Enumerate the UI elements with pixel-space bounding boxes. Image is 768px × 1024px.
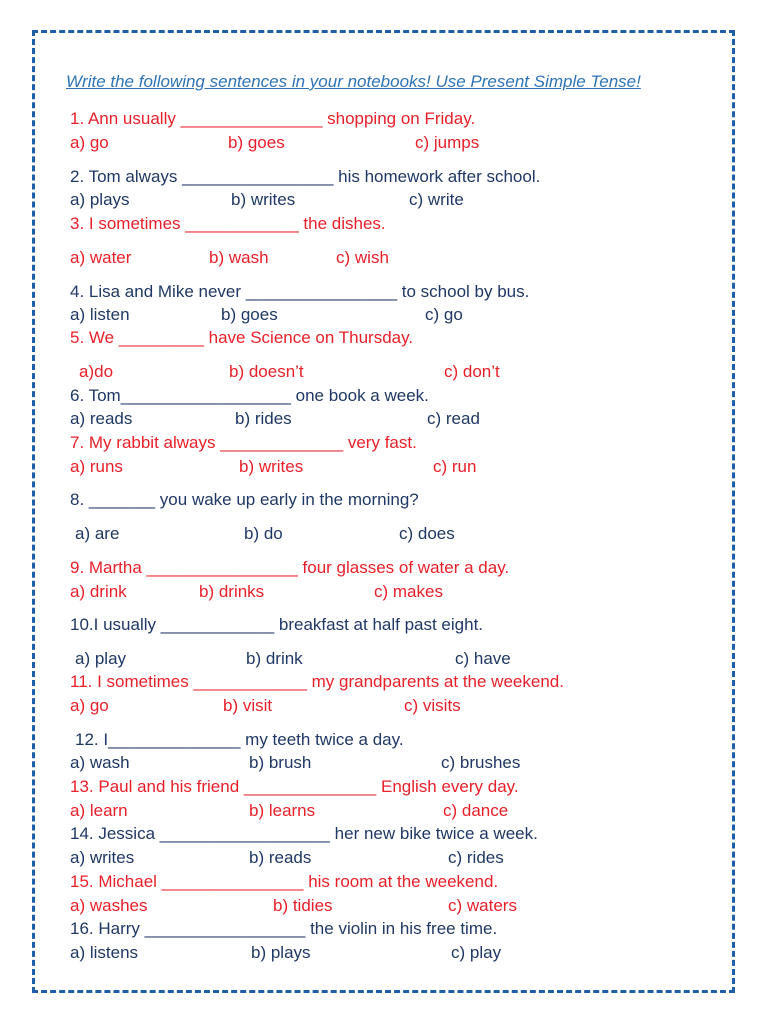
- option-b: b) visit: [223, 696, 273, 715]
- option-a: a) listens: [70, 943, 139, 962]
- options-row-13: [0, 800, 768, 822]
- options-row-2: [0, 189, 768, 211]
- options-row-7: [0, 456, 768, 478]
- option-c: c) run: [433, 457, 477, 476]
- option-b: b) learns: [249, 801, 316, 820]
- option-a: a) reads: [70, 409, 133, 428]
- option-b: b) goes: [221, 305, 278, 324]
- option-a: a) writes: [70, 848, 135, 867]
- question-8: 8. _______ you wake up early in the morning?: [70, 490, 419, 509]
- options-row-11: [0, 695, 768, 717]
- options-row-5: [0, 361, 768, 383]
- question-15: 15. Michael _______________ his room at the weekend.: [70, 872, 499, 891]
- option-b: b) drinks: [199, 582, 265, 601]
- option-c: c) write: [409, 190, 464, 209]
- option-a: a) learn: [70, 801, 128, 820]
- option-c: c) makes: [374, 582, 443, 601]
- option-c: c) have: [455, 649, 511, 668]
- question-3: 3. I sometimes ____________ the dishes.: [70, 214, 386, 233]
- option-a: a) listen: [70, 305, 130, 324]
- option-a: a) runs: [70, 457, 123, 476]
- option-c: c) read: [427, 409, 480, 428]
- question-10: 10.I usually ____________ breakfast at half past eight.: [70, 615, 484, 634]
- option-c: c) go: [425, 305, 463, 324]
- option-a: a) drink: [70, 582, 127, 601]
- option-b: b) wash: [209, 248, 269, 267]
- options-row-14: [0, 847, 768, 869]
- question-2: 2. Tom always ________________ his homework after school.: [70, 167, 541, 186]
- question-9: 9. Martha ________________ four glasses of water a day.: [70, 558, 510, 577]
- question-6: 6. Tom__________________ one book a week.: [70, 386, 429, 405]
- options-row-10: [0, 648, 768, 670]
- options-row-12: [0, 752, 768, 774]
- option-b: b) rides: [235, 409, 292, 428]
- question-1: 1. Ann usually _______________ shopping on Friday.: [70, 109, 476, 128]
- option-c: c) does: [399, 524, 455, 543]
- option-b: b) reads: [249, 848, 312, 867]
- option-a: a) play: [75, 649, 127, 668]
- question-4: 4. Lisa and Mike never ________________ to school by bus.: [70, 282, 530, 301]
- options-row-8: [0, 523, 768, 545]
- option-a: a)do: [79, 362, 114, 381]
- option-c: c) waters: [448, 896, 517, 915]
- question-7: 7. My rabbit always _____________ very fast.: [70, 433, 417, 452]
- options-row-1: [0, 132, 768, 154]
- options-row-16: [0, 942, 768, 964]
- option-a: a) water: [70, 248, 132, 267]
- option-b: b) drink: [246, 649, 303, 668]
- option-b: b) doesn’t: [229, 362, 304, 381]
- option-b: b) tidies: [273, 896, 333, 915]
- option-b: b) plays: [251, 943, 311, 962]
- option-b: b) writes: [231, 190, 296, 209]
- option-c: c) wish: [336, 248, 389, 267]
- question-12: 12. I______________ my teeth twice a day.: [75, 730, 404, 749]
- options-row-15: [0, 895, 768, 917]
- option-b: b) brush: [249, 753, 312, 772]
- question-13: 13. Paul and his friend ______________ English every day.: [70, 777, 519, 796]
- question-11: 11. I sometimes ____________ my grandparents at the weekend.: [70, 672, 564, 691]
- options-row-9: [0, 581, 768, 603]
- option-b: b) goes: [228, 133, 285, 152]
- option-c: c) brushes: [441, 753, 521, 772]
- worksheet-title: Write the following sentences in your notebooks! Use Present Simple Tense!: [66, 72, 641, 91]
- option-c: c) don’t: [444, 362, 500, 381]
- option-a: a) are: [75, 524, 120, 543]
- option-c: c) dance: [443, 801, 509, 820]
- option-a: a) go: [70, 133, 109, 152]
- option-b: b) do: [244, 524, 283, 543]
- option-a: a) wash: [70, 753, 130, 772]
- option-a: a) plays: [70, 190, 130, 209]
- option-c: c) visits: [404, 696, 461, 715]
- option-b: b) writes: [239, 457, 304, 476]
- option-c: c) rides: [448, 848, 504, 867]
- question-14: 14. Jessica __________________ her new bike twice a week.: [70, 824, 538, 843]
- option-a: a) go: [70, 696, 109, 715]
- question-16: 16. Harry _________________ the violin in his free time.: [70, 919, 498, 938]
- question-5: 5. We _________ have Science on Thursday.: [70, 328, 414, 347]
- option-c: c) jumps: [415, 133, 480, 152]
- option-a: a) washes: [70, 896, 148, 915]
- option-c: c) play: [451, 943, 502, 962]
- options-row-3: [0, 247, 768, 269]
- options-row-6: [0, 408, 768, 430]
- options-row-4: [0, 304, 768, 326]
